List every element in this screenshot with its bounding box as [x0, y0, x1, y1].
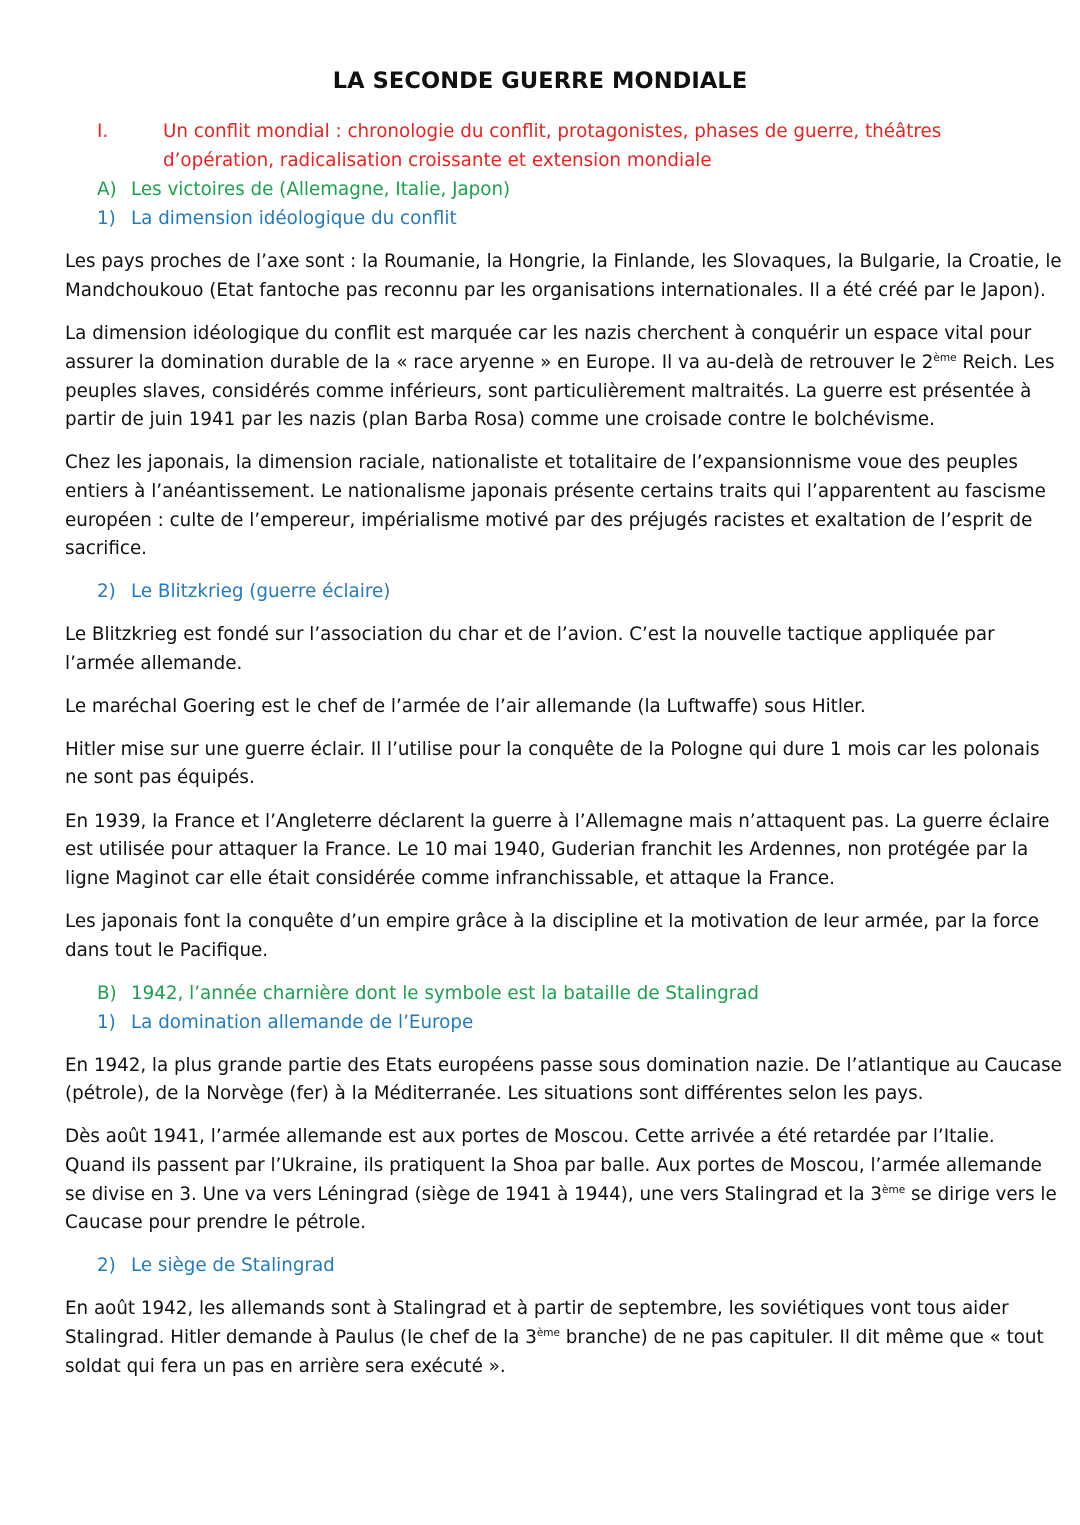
subheading: La domination allemande de l’Europe [131, 1012, 474, 1033]
subsection-heading: Les victoires de (Allemagne, Italie, Japon) [131, 179, 511, 200]
paragraph-line: assurer la domination durable de la « race aryenne » en Europe. Il va au-delà de retrouver le 2ème Reich. Les [65, 352, 1055, 373]
subsection-heading: 1942, l’année charnière dont le symbole est la bataille de Stalingrad [131, 983, 760, 1004]
paragraph-line: sacrifice. [65, 538, 147, 559]
paragraph-line: La dimension idéologique du conflit est marquée car les nazis cherchent à conquérir un espace vital pour [65, 323, 1032, 344]
paragraph-line: Stalingrad. Hitler demande à Paulus (le chef de la 3ème branche) de ne pas capituler. Il dit même que « tout [65, 1327, 1044, 1348]
paragraph-line: Hitler mise sur une guerre éclair. Il l’utilise pour la conquête de la Pologne qui dure 1 mois car les polonais [65, 739, 1040, 760]
paragraph-line: En 1942, la plus grande partie des Etats européens passe sous domination nazie. De l’atlantique au Caucase [65, 1055, 1062, 1076]
subheading: Le siège de Stalingrad [131, 1255, 335, 1276]
subheading-number: 1) [97, 1012, 116, 1033]
paragraph-line: Dès août 1941, l’armée allemande est aux portes de Moscou. Cette arrivée a été retardée par l’Italie. [65, 1126, 995, 1147]
section-heading-line: Un conflit mondial : chronologie du conflit, protagonistes, phases de guerre, théâtres [163, 121, 942, 142]
paragraph-line: peuples slaves, considérés comme inférieurs, sont particulièrement maltraités. La guerre est présentée à [65, 381, 1032, 402]
paragraph-line: Les japonais font la conquête d’un empire grâce à la discipline et la motivation de leur armée, par la force [65, 911, 1039, 932]
subsection-letter: B) [97, 983, 117, 1004]
paragraph-line: Mandchoukouo (Etat fantoche pas reconnu par les organisations internationales. Il a été créé par le Japon). [65, 280, 1046, 301]
paragraph-line: Chez les japonais, la dimension raciale, nationaliste et totalitaire de l’expansionnisme voue des peuples [65, 452, 1018, 473]
paragraph-line: Quand ils passent par l’Ukraine, ils pratiquent la Shoa par balle. Aux portes de Moscou, l’armée allemande [65, 1155, 1042, 1176]
paragraph-line: soldat qui fera un pas en arrière sera exécuté ». [65, 1356, 506, 1377]
paragraph-line: En 1939, la France et l’Angleterre déclarent la guerre à l’Allemagne mais n’attaquent pas. La guerre éclaire [65, 811, 1050, 832]
subheading-number: 2) [97, 1255, 116, 1276]
subsection-letter: A) [97, 179, 117, 200]
paragraph-line: Le Blitzkrieg est fondé sur l’association du char et de l’avion. C’est la nouvelle tactique appliquée par [65, 624, 995, 645]
paragraph-line: ligne Maginot car elle était considérée comme infranchissable, et attaque la France. [65, 868, 835, 889]
paragraph-line: En août 1942, les allemands sont à Stalingrad et à partir de septembre, les soviétiques vont tous aider [65, 1298, 1009, 1319]
subheading-number: 1) [97, 208, 116, 229]
subheading: Le Blitzkrieg (guerre éclaire) [131, 581, 391, 602]
paragraph-line: européen : culte de l’empereur, impérialisme motivé par des préjugés racistes et exaltation de l’esprit de [65, 510, 1033, 531]
paragraph-line: Caucase pour prendre le pétrole. [65, 1212, 367, 1233]
paragraph-line: dans tout le Pacifique. [65, 940, 269, 961]
paragraph-line: Les pays proches de l’axe sont : la Roumanie, la Hongrie, la Finlande, les Slovaques, la Bulgarie, la Croatie, le [65, 251, 1062, 272]
paragraph-line: se divise en 3. Une va vers Léningrad (siège de 1941 à 1944), une vers Stalingrad et la 3ème se dirige vers le [65, 1184, 1057, 1205]
paragraph-line: Le maréchal Goering est le chef de l’armée de l’air allemande (la Luftwaffe) sous Hitler. [65, 696, 866, 717]
section-heading-line: d’opération, radicalisation croissante et extension mondiale [163, 150, 712, 171]
section-number: I. [97, 121, 109, 142]
paragraph-line: est utilisée pour attaquer la France. Le 10 mai 1940, Guderian franchit les Ardennes, non protégée par la [65, 839, 1029, 860]
paragraph-line: l’armée allemande. [65, 653, 243, 674]
paragraph-line: partir de juin 1941 par les nazis (plan Barba Rosa) comme une croisade contre le bolchévisme. [65, 409, 935, 430]
paragraph-line: (pétrole), de la Norvège (fer) à la Méditerranée. Les situations sont différentes selon les pays. [65, 1083, 924, 1104]
paragraph-line: ne sont pas équipés. [65, 767, 255, 788]
subheading-number: 2) [97, 581, 116, 602]
paragraph-line: entiers à l’anéantissement. Le nationalisme japonais présente certains traits qui l’apparentent au fascisme [65, 481, 1046, 502]
document-title: LA SECONDE GUERRE MONDIALE [332, 68, 748, 94]
subheading: La dimension idéologique du conflit [131, 208, 457, 229]
